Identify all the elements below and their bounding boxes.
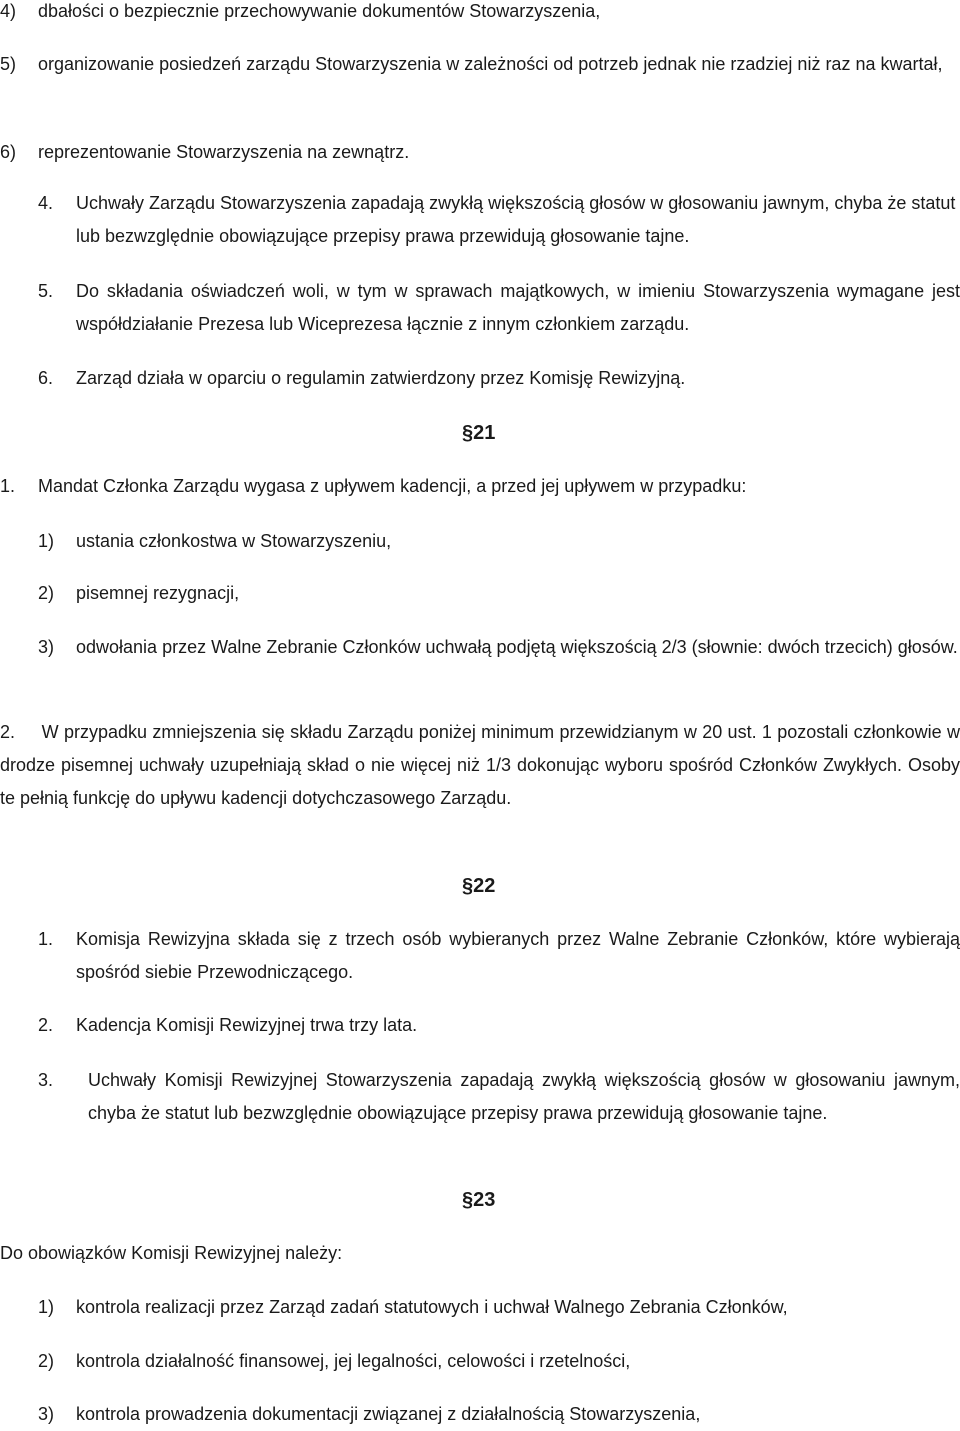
list-number: 2) — [38, 583, 55, 603]
list-number: 1) — [38, 531, 55, 551]
section-heading-21: §21 — [462, 422, 496, 444]
paragraph-number: 3. — [38, 1070, 54, 1090]
paragraph-number: 4. — [38, 193, 54, 213]
list-item — [0, 48, 960, 81]
section-sign-icon: § — [462, 422, 474, 444]
list-number: 3) — [38, 1404, 55, 1424]
section-sign-icon: § — [462, 1189, 474, 1211]
paragraph-text: Uchwały Zarządu Stowarzyszenia zapadają zwykłą większością głosów w głosowaniu jawnym, chyba że statut lub bezwzględnie obowiązujące przepisy prawa przewidują głosowanie tajne. — [76, 193, 956, 246]
paragraph-text: Zarząd działa w oparciu o regulamin zatwierdzony przez Komisję Rewizyjną. — [76, 368, 686, 388]
paragraph-number: 1. — [0, 476, 16, 496]
paragraph-text: Mandat Członka Zarządu wygasa z upływem kadencji, a przed jej upływem w przypadku: — [38, 476, 747, 496]
list-number: 2) — [38, 1351, 55, 1371]
list-item — [38, 525, 960, 558]
paragraph-number: 2. — [38, 1015, 54, 1035]
paragraph-4 — [38, 187, 960, 253]
paragraph-22-3 — [38, 1064, 960, 1130]
list-item — [0, 136, 960, 169]
paragraph-22-2 — [38, 1009, 960, 1042]
list-text: kontrola działalność finansowej, jej legalności, celowości i rzetelności, — [76, 1351, 631, 1371]
paragraph-text: Kadencja Komisji Rewizyjnej trwa trzy lata. — [76, 1015, 418, 1035]
list-item — [38, 577, 960, 610]
paragraph-text: W przypadku zmniejszenia się składu Zarządu poniżej minimum przewidzianym w 20 ust. 1 pozostali członkowie w drodze pisemnej uchwały uzupełniają skład o nie więcej niż 1/3 dokonując wyboru spośród Członków Zwykłych. Osoby te pełnią funkcję do upływu kadencji dotychczasowego Zarządu. — [0, 722, 960, 808]
list-text: reprezentowanie Stowarzyszenia na zewnątrz. — [38, 142, 410, 162]
list-text: organizowanie posiedzeń zarządu Stowarzyszenia w zależności od potrzeb jednak nie rzadziej niż raz na kwartał, — [38, 54, 943, 74]
paragraph-6 — [38, 362, 960, 395]
list-text: ustania członkostwa w Stowarzyszeniu, — [76, 531, 392, 551]
list-text: pisemnej rezygnacji, — [76, 583, 240, 603]
list-text: odwołania przez Walne Zebranie Członków uchwałą podjętą większością 2/3 (słownie: dwóch trzecich) głosów. — [76, 637, 958, 657]
list-number: 3) — [38, 637, 55, 657]
list-number: 4) — [0, 1, 17, 21]
list-item — [38, 1345, 960, 1378]
paragraph-21-1 — [0, 470, 960, 503]
section-heading-23: §23 — [462, 1189, 496, 1211]
list-item — [38, 1398, 960, 1431]
paragraph-21-2 — [0, 716, 960, 815]
paragraph-text: Uchwały Komisji Rewizyjnej Stowarzyszenia zapadają zwykłą większością głosów w głosowaniu jawnym, chyba że statut lub bezwzględnie obowiązujące przepisy prawa przewidują głosowanie tajne. — [88, 1070, 960, 1123]
list-number: 5) — [0, 54, 17, 74]
paragraph-text: Komisja Rewizyjna składa się z trzech osób wybieranych przez Walne Zebranie Członków, które wybierają spośród siebie Przewodniczącego. — [76, 929, 960, 982]
paragraph-number: 5. — [38, 281, 54, 301]
list-item — [38, 631, 960, 664]
list-number: 1) — [38, 1297, 55, 1317]
paragraph-5 — [38, 275, 960, 341]
section-heading-22: §22 — [462, 875, 496, 897]
paragraph-text: Do składania oświadczeń woli, w tym w sprawach majątkowych, w imieniu Stowarzyszenia wymagane jest współdziałanie Prezesa lub Wiceprezesa łącznie z innym członkiem zarządu. — [76, 281, 960, 334]
paragraph-22-1 — [38, 923, 960, 989]
list-text: kontrola realizacji przez Zarząd zadań statutowych i uchwał Walnego Zebrania Członków, — [76, 1297, 788, 1317]
paragraph-number: 1. — [38, 929, 54, 949]
list-text: dbałości o bezpiecznie przechowywanie dokumentów Stowarzyszenia, — [38, 1, 601, 21]
list-text: kontrola prowadzenia dokumentacji związanej z działalnością Stowarzyszenia, — [76, 1404, 701, 1424]
list-item — [38, 1291, 960, 1324]
list-number: 6) — [0, 142, 17, 162]
paragraph-number: 2. — [0, 722, 16, 742]
section-intro: Do obowiązków Komisji Rewizyjnej należy: — [0, 1243, 343, 1263]
list-item — [0, 0, 960, 28]
section-sign-icon: § — [462, 875, 474, 897]
paragraph-number: 6. — [38, 368, 54, 388]
